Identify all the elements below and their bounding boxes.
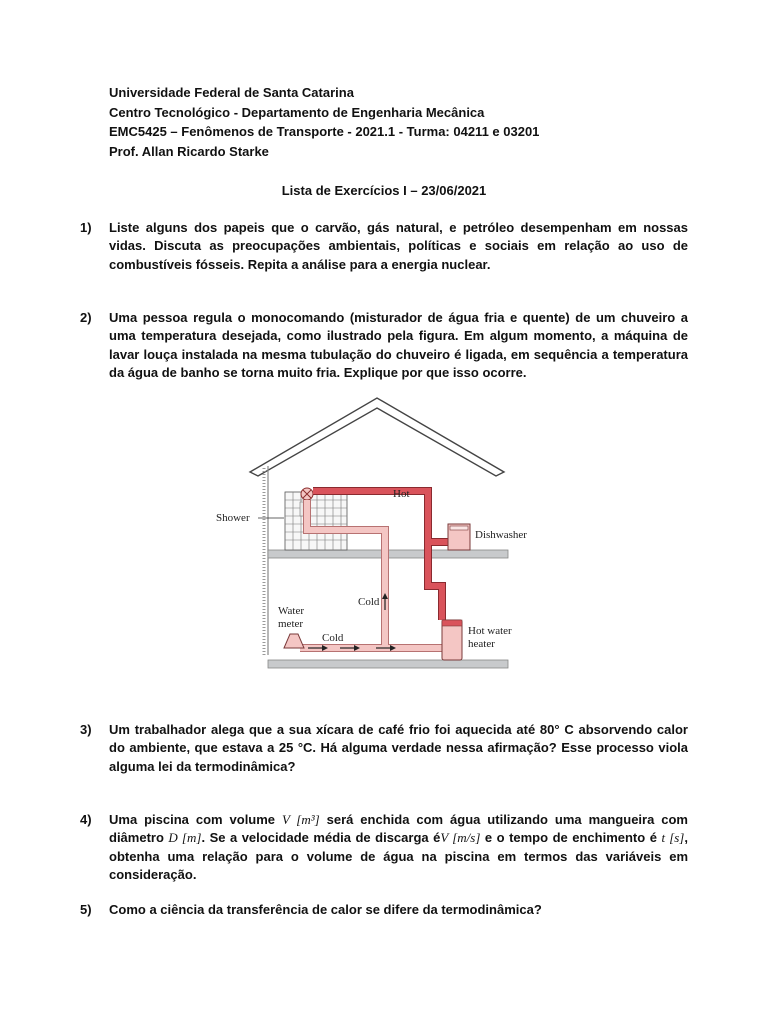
cold-vertical-label: Cold [358, 596, 380, 608]
document-header [109, 83, 539, 161]
question-text: Uma pessoa regula o monocomando (misturador de água fria e quente) de um chuveiro a uma temperatura desejada, como ilustrado pela figura. Em algum momento, a máquina de lavar louça instalada na mesma tubulação do chuveiro é ligada, em sequência a temperatura da água de banho se torna muito fria. Explique por que isso ocorre. [109, 310, 688, 380]
center-line: Centro Tecnológico - Departamento de Engenharia Mecânica [109, 104, 485, 120]
volume-variable: V [m³] [281, 812, 320, 827]
hot-label: Hot [393, 488, 410, 500]
shower-label: Shower [216, 512, 250, 524]
time-variable: t [s] [661, 830, 685, 846]
water-meter-label-2: meter [278, 618, 304, 630]
question-number: 2) [80, 310, 92, 325]
ground-floor [268, 660, 508, 668]
question-text: Como a ciência da transferência de calor se difere da termodinâmica? [109, 902, 542, 917]
list-title: Lista de Exercícios I – 23/06/2021 [281, 183, 487, 198]
water-meter-icon [284, 634, 304, 648]
heater-label-1: Hot water [468, 625, 512, 637]
question-number: 4) [80, 812, 92, 827]
professor-line: Prof. Allan Ricardo Starke [109, 143, 269, 159]
question-text: Um trabalhador alega que a sua xícara de café frio foi aquecida até 80° C absorvendo calor do ambiente, que estava a 25 °C. Há alguma verdade nessa afirmação? Esse processo viola alguma lei da termodinâmica? [109, 722, 688, 774]
dishwasher-label: Dishwasher [475, 529, 527, 541]
question-text: Liste alguns dos papeis que o carvão, gás natural, e petróleo desempenham em nossas vidas. Discuta as preocupações ambientais, políticas e sociais em relação ao uso de combustíveis fósseis. Repita a análise para a energia nuclear. [109, 220, 688, 272]
shower-dishwasher-figure [200, 390, 550, 700]
heater-label-2: heater [468, 638, 495, 650]
shower-enclosure [285, 492, 347, 550]
cold-horizontal-label: Cold [322, 632, 344, 644]
house-plumbing-diagram [200, 390, 550, 700]
course-line: EMC5425 – Fenômenos de Transporte - 2021.1 - Turma: 04211 e 03201 [109, 124, 540, 139]
question-number: 5) [80, 902, 92, 917]
diameter-variable: D [m] [168, 830, 202, 846]
question-number: 1) [80, 220, 92, 235]
question-number: 3) [80, 722, 92, 737]
question-text: Uma piscina com volume V [m³] será enchida com água utilizando uma mangueira com diâmetro D [m]. Se a velocidade média de discarga éV [m/s] e o tempo de enchimento é t [s], obtenha uma relação para o volume de água na piscina em termos das variáveis em consideração. [109, 812, 688, 882]
roof [250, 398, 504, 476]
velocity-variable: V [m/s] [440, 830, 481, 846]
water-meter-label-1: Water [278, 605, 304, 617]
university-line: Universidade Federal de Santa Catarina [109, 85, 354, 100]
